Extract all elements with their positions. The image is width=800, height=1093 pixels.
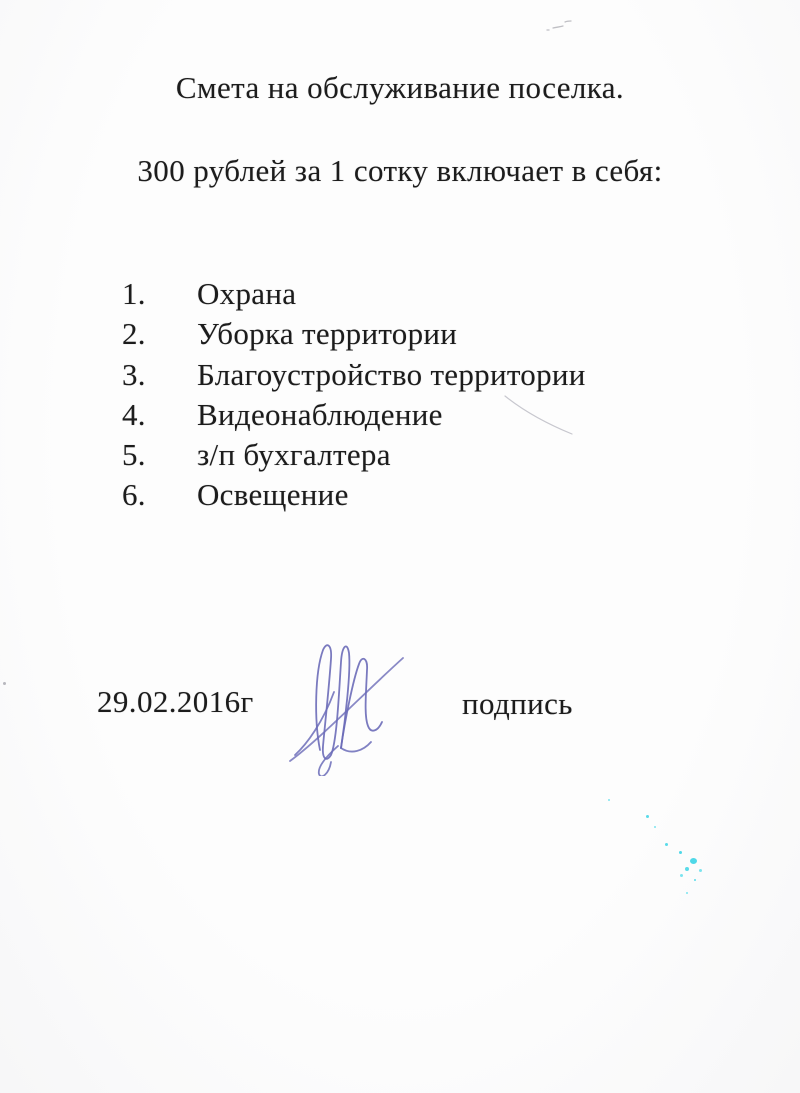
list-item-number: 3. [122,356,146,392]
list-item-label: Благоустройство территории [197,356,586,392]
handwritten-signature-icon [281,634,409,776]
list-item-number: 6. [122,477,146,513]
scan-speckles-artifact [600,795,720,900]
list-item [122,435,586,475]
list-item-label: Уборка территории [197,316,458,352]
document-subtitle: 300 рублей за 1 сотку включает в себя: [137,153,663,188]
signature-caption: подпись [462,686,573,721]
scan-scratch-artifact [500,390,580,440]
list-item-number: 2. [122,316,146,352]
list-item [122,314,586,354]
list-item-label: з/п бухгалтера [197,437,391,473]
list-item-label: Охрана [197,276,297,311]
list-item-number: 1. [122,276,146,311]
list-item-label: Видеонаблюдение [197,396,443,432]
document-date: 29.02.2016г [97,684,254,719]
list-item-number: 5. [122,437,146,473]
list-item [122,274,586,314]
list-item [122,355,586,395]
scan-smudge-artifact [543,18,575,34]
list-item [122,475,586,515]
scan-dot-artifact [3,682,6,685]
document-title: Смета на обслуживание поселка. [175,70,625,105]
list-item-label: Освещение [197,477,349,513]
list-item-number: 4. [122,396,146,432]
